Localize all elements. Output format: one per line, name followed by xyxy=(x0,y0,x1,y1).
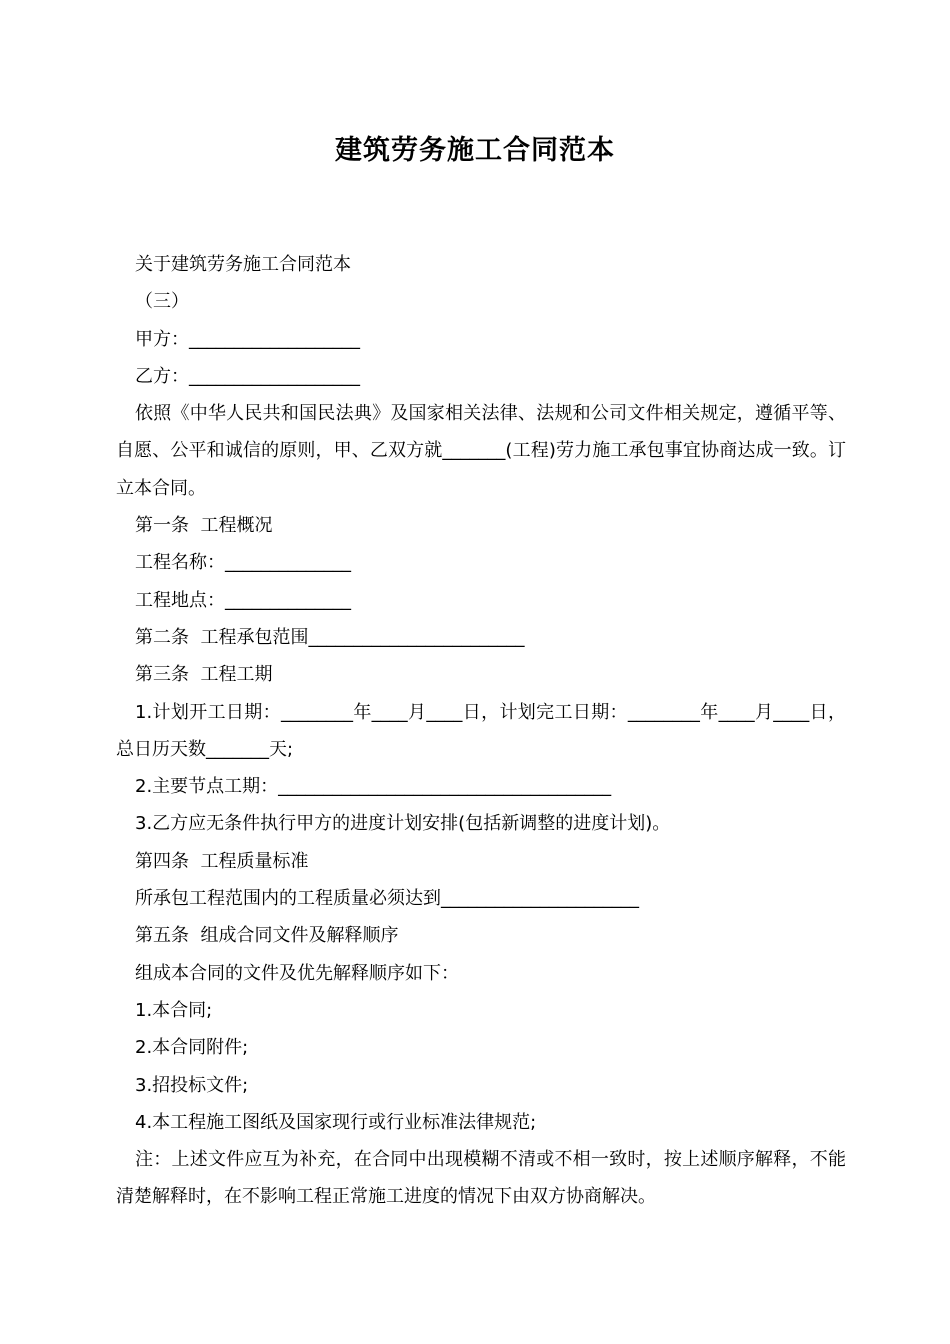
document-title: 建筑劳务施工合同范本 xyxy=(335,135,615,166)
party-b-line: 乙方：___________________ xyxy=(135,365,360,387)
paragraph-section-number: （三） xyxy=(135,291,189,313)
progress-plan-item: 3.乙方应无条件执行甲方的进度计划安排(包括新调整的进度计划)。 xyxy=(135,813,671,835)
article-4-heading: 第四条 工程质量标准 xyxy=(135,850,309,872)
list-item: 1.本合同; xyxy=(135,999,213,1021)
preamble-paragraph: 依照《中华人民共和国民法典》及国家相关法律、法规和公司文件相关规定，遵循平等、自愿、公平和诚信的原则，甲、乙双方就_______(工程)劳力施工承包事宜协商达成一致。订立本合同。 xyxy=(116,403,846,499)
article-2-heading: 第二条 工程承包范围________________________ xyxy=(135,626,525,648)
project-name-line: 工程名称：______________ xyxy=(135,552,351,574)
party-a-line: 甲方：___________________ xyxy=(135,328,360,350)
list-item: 4.本工程施工图纸及国家现行或行业标准法律规范; xyxy=(135,1111,537,1133)
list-item: 3.招投标文件; xyxy=(135,1074,249,1096)
document-order-intro: 组成本合同的文件及优先解释顺序如下： xyxy=(135,962,459,984)
milestone-item: 2.主要节点工期：_____________________________________ xyxy=(135,776,612,798)
article-3-heading: 第三条 工程工期 xyxy=(135,664,273,686)
article-5-heading: 第五条 组成合同文件及解释顺序 xyxy=(135,925,399,947)
note-paragraph: 注：上述文件应互为补充，在合同中出现模糊不清或不相一致时，按上述顺序解释，不能清楚解释时，在不影响工程正常施工进度的情况下由双方协商解决。 xyxy=(116,1149,846,1208)
paragraph-heading: 关于建筑劳务施工合同范本 xyxy=(135,254,351,275)
quality-standard-line: 所承包工程范围内的工程质量必须达到______________________ xyxy=(135,888,639,910)
project-location-line: 工程地点：______________ xyxy=(135,589,351,611)
list-item: 2.本合同附件; xyxy=(135,1037,249,1059)
article-1-heading: 第一条 工程概况 xyxy=(135,515,273,537)
schedule-dates-item: 1.计划开工日期：________年____月____日，计划完工日期：________年____月____日，总日历天数_______天; xyxy=(116,701,846,760)
document-body xyxy=(116,246,846,1216)
